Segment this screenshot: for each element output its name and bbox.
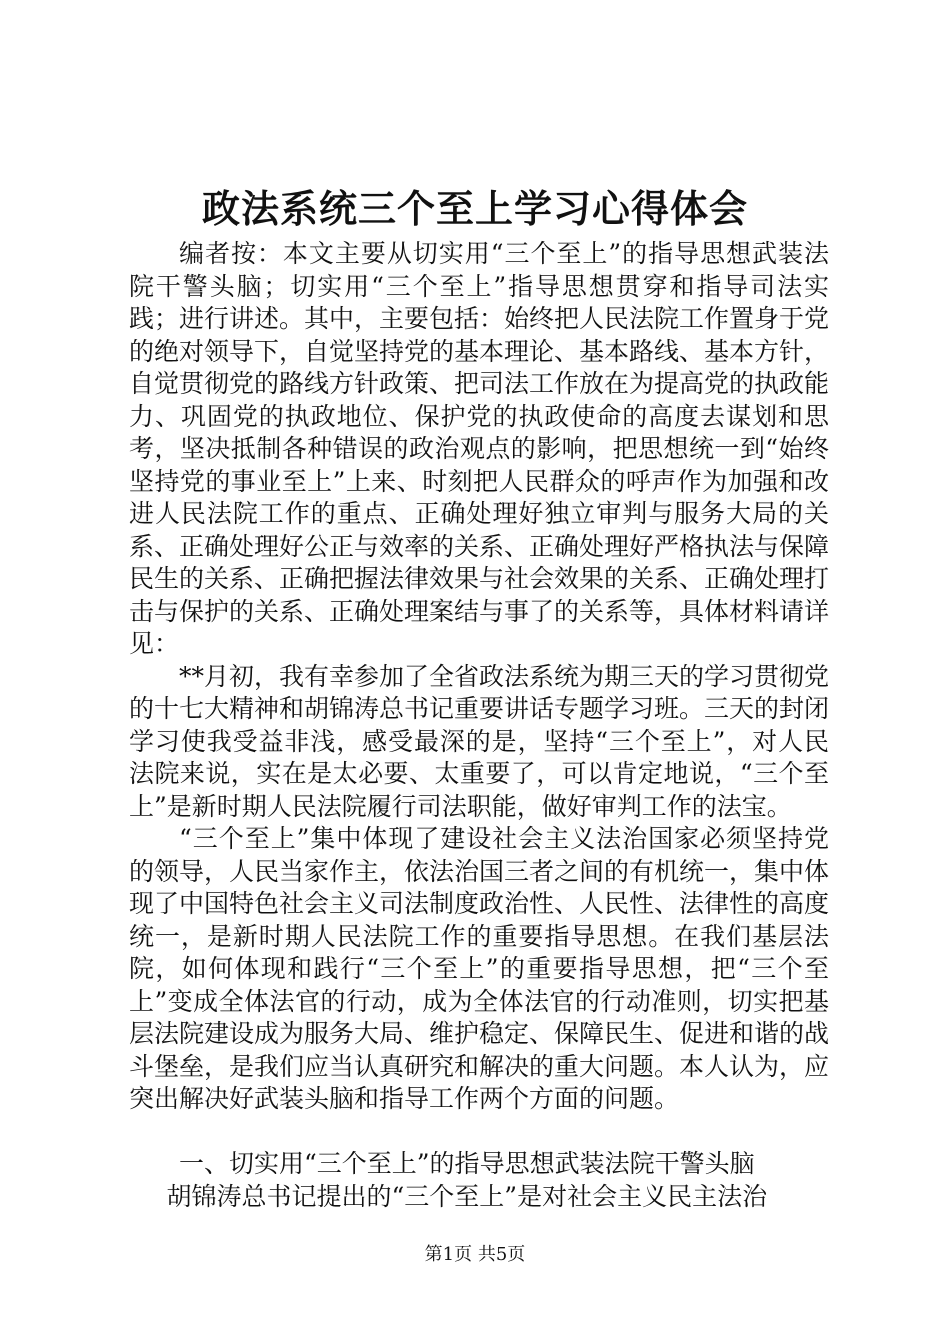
editor-note-paragraph: 编者按：本文主要从切实用“三个至上”的指导思想武装法院干警头脑；切实用“三个至上”指导思想贯穿和指导司法实践；进行讲述。其中，主要包括：始终把人民法院工作置身于党的绝对领导下，自觉坚持党的基本理论、基本路线、基本方针，自觉贯彻党的路线方针政策、把司法工作放在为提高党的执政能力、巩固党的执政地位、保护党的执政使命的高度去谋划和思考，坚决抵制各种错误的政治观点的影响，把思想统一到“始终坚持党的事业至上”上来、时刻把人民群众的呼声作为加强和改进人民法院工作的重点、正确处理好独立审判与服务大局的关系、正确处理好公正与效率的关系、正确处理好严格执法与保障民生的关系、正确把握法律效果与社会效果的关系、正确处理打击与保护的关系、正确处理案结与事了的关系等，具体材料请详见： [129, 239, 830, 658]
document-body [129, 238, 829, 1213]
page-number-footer: 第1页 共5页 [424, 1244, 526, 1265]
body-paragraph: “三个至上”集中体现了建设社会主义法治国家必须坚持党的领导，人民当家作主，依法治国三者之间的有机统一，集中体现了中国特色社会主义司法制度政治性、人民性、法律性的高度统一，是新时期人民法院工作的重要指导思想。在我们基层法院，如何体现和践行“三个至上”的重要指导思想，把“三个至上”变成全体法官的行动，成为全体法官的行动准则，切实把基层法院建设成为服务大局、维护稳定、保障民生、促进和谐的战斗堡垒，是我们应当认真研究和解决的重大问题。本人认为，应突出解决好武装头脑和指导工作两个方面的问题。 [129, 824, 830, 1113]
section-heading: 一、切实用“三个至上”的指导思想武装法院干警头脑 [179, 1149, 755, 1178]
body-paragraph: **月初，我有幸参加了全省政法系统为期三天的学习贯彻党的十七大精神和胡锦涛总书记重要讲话专题学习班。三天的封闭学习使我受益非浅，感受最深的是，坚持“三个至上”，对人民法院来说，实在是太必要、太重要了，可以肯定地说，“三个至上”是新时期人民法院履行司法职能，做好审判工作的法宝。 [129, 661, 830, 821]
body-paragraph: 胡锦涛总书记提出的“三个至上”是对社会主义民主法治 [166, 1181, 768, 1211]
document-title: 政法系统三个至上学习心得体会 [201, 186, 748, 231]
paragraph-spacer [129, 1116, 829, 1149]
